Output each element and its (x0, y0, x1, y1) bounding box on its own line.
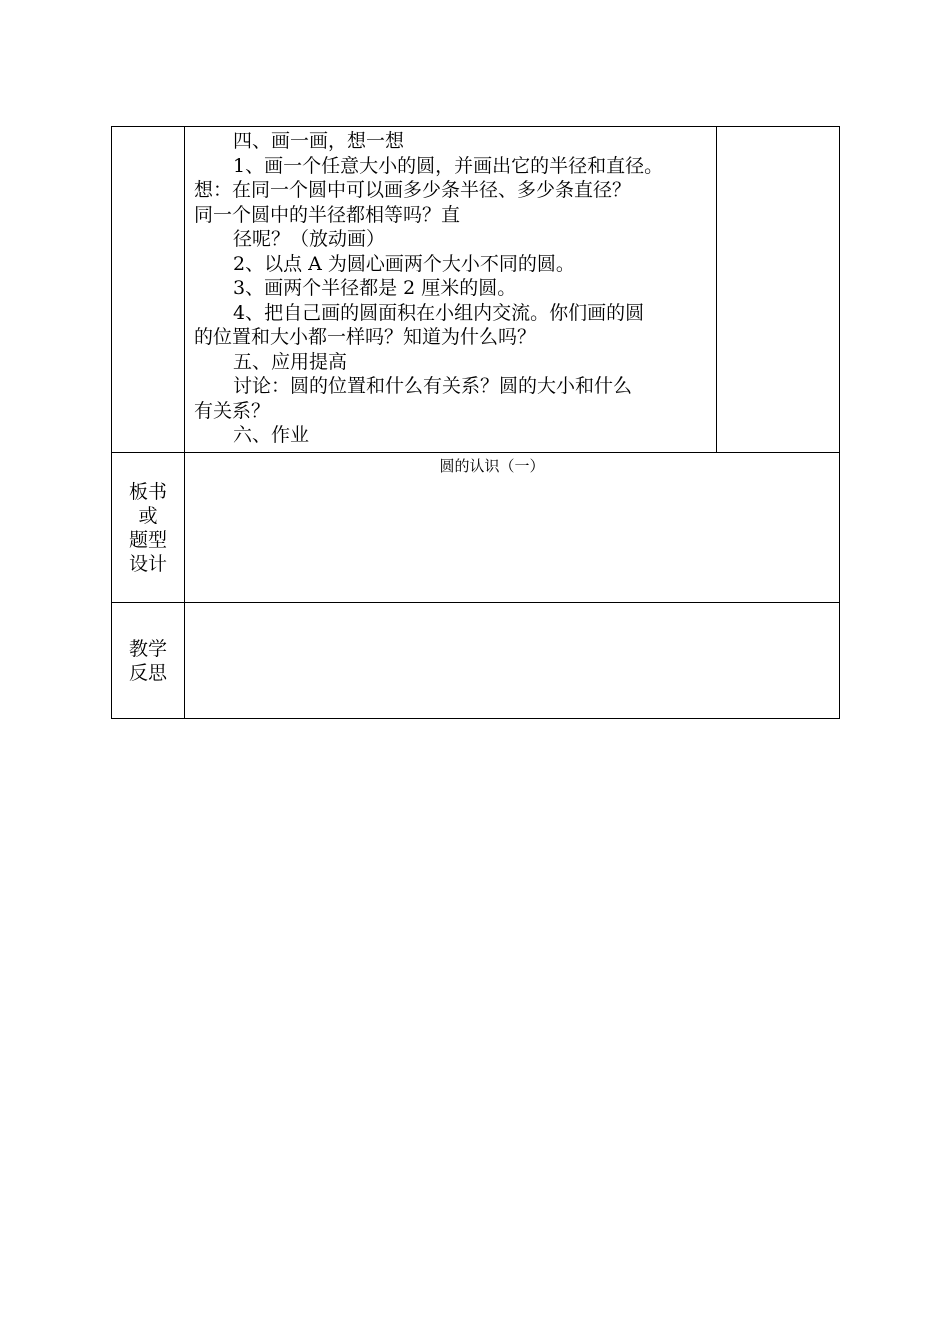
label-line: 教学 (128, 637, 167, 660)
teaching-process-row (112, 127, 840, 453)
content-line: 2、以点 A 为圆心画两个大小不同的圆。 (233, 252, 575, 275)
empty-notes-cell (717, 127, 840, 453)
content-line: 3、画两个半径都是 2 厘米的圆。 (233, 277, 517, 299)
content-line: 四、画一画，想一想 (233, 130, 405, 152)
board-design-row (112, 453, 840, 603)
label-line: 反思 (128, 661, 167, 684)
teaching-reflection-row (112, 603, 840, 719)
content-line: 有关系？ (194, 399, 271, 422)
teaching-reflection-content (185, 603, 840, 719)
teaching-reflection-label (112, 603, 185, 719)
content-line: 想：在同一个圆中可以画多少条半径、多少条直径？ (194, 179, 632, 201)
board-title: 圆的认识（一） (439, 457, 545, 475)
board-design-label (112, 453, 185, 603)
lesson-plan-table (111, 126, 840, 719)
board-design-content (185, 453, 840, 603)
label-line: 设计 (128, 552, 167, 575)
teaching-process-content (185, 127, 717, 453)
label-line: 板书 (128, 480, 167, 503)
content-line: 五、应用提高 (233, 350, 348, 373)
empty-label-cell (112, 127, 185, 453)
content-line: 六、作业 (233, 424, 310, 446)
content-line: 同一个圆中的半径都相等吗？直 (194, 203, 461, 226)
label-line: 或 (138, 504, 158, 527)
content-line: 讨论：圆的位置和什么有关系？圆的大小和什么 (233, 375, 633, 397)
label-line: 题型 (128, 528, 167, 551)
content-line: 径呢？（放动画） (233, 228, 386, 250)
content-line: 4、把自己画的圆面积在小组内交流。你们画的圆 (233, 301, 645, 324)
content-line: 1、画一个任意大小的圆，并画出它的半径和直径。 (233, 154, 664, 177)
content-line: 的位置和大小都一样吗？知道为什么吗？ (194, 326, 537, 348)
